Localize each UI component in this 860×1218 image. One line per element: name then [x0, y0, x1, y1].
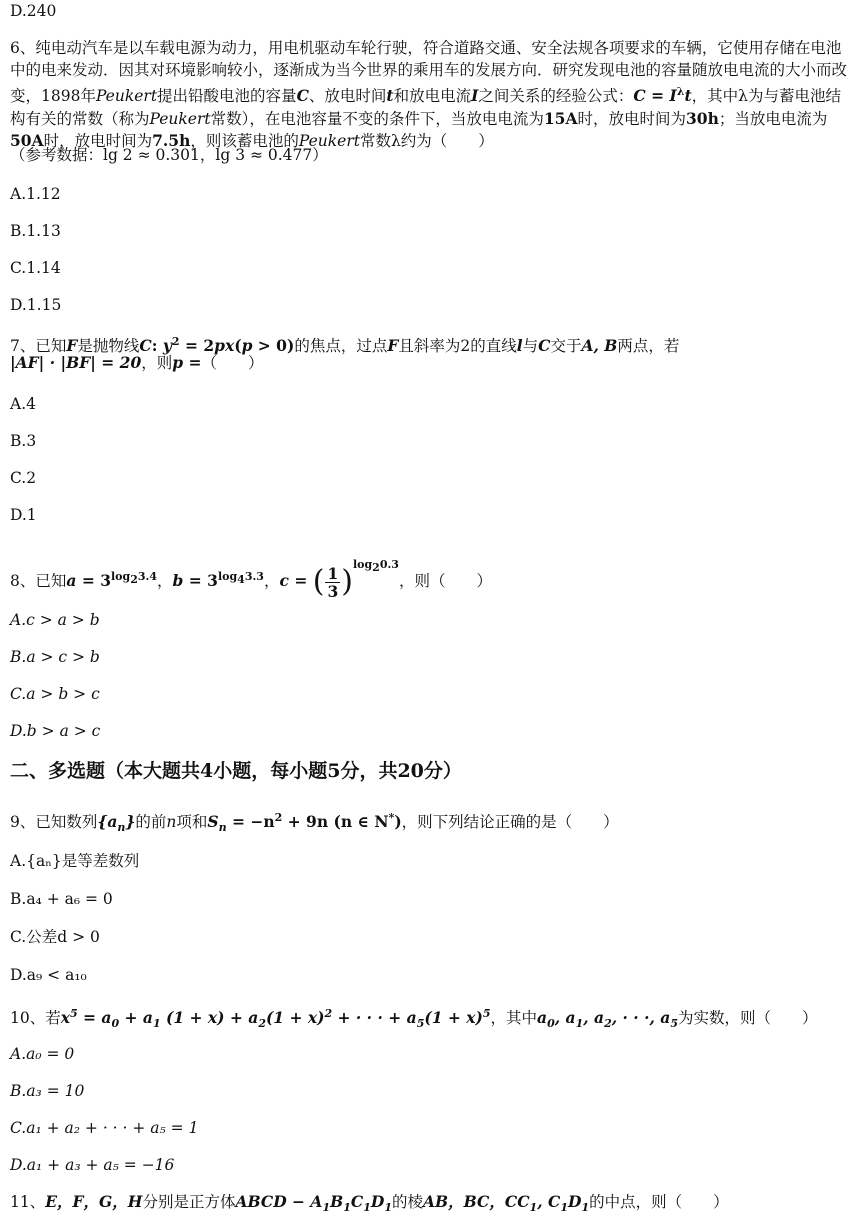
q8-option-d[interactable]: D.b > a > c	[10, 722, 101, 740]
q8-option-c[interactable]: C.a > b > c	[10, 685, 100, 703]
q10-option-b[interactable]: B.a₃ = 10	[10, 1082, 85, 1100]
q6-reference-data: （参考数据：lg 2 ≈ 0.301，lg 3 ≈ 0.477）	[10, 146, 328, 164]
q9-stem: 9、已知数列$\{a_n\}$的前n项和$S_n = -n^2 + 9n$ (n ∈ N*)，则下列结论正确的是（ ）	[10, 811, 619, 835]
q7-option-d[interactable]: D.1	[10, 506, 37, 524]
q10-stem: 10、若$x^5 = a_0 + a_1$ $(1 + x) + a_2(1 + x)^2$ + · · · + $a_5(1 + x)^5$，其中$a_0$, $a_1$, $a_2$, · · ·, $a_5$为实数，则（ ）	[10, 1007, 818, 1031]
q9-option-a[interactable]: A.{aₙ}是等差数列	[10, 852, 140, 870]
q6-option-c[interactable]: C.1.14	[10, 259, 61, 277]
q8-option-a[interactable]: A.c > a > b	[10, 611, 100, 629]
q10-option-c[interactable]: C.a₁ + a₂ + · · · + a₅ = 1	[10, 1119, 199, 1137]
q6-option-b[interactable]: B.1.13	[10, 222, 61, 240]
q9-option-d[interactable]: D.a₉ < a₁₀	[10, 966, 87, 984]
q11-stem: 11、E，F，G，H分别是正方体ABCD − $A_1B_1C_1D_1$的棱AB，BC，$CC_1$, $C_1D_1$的中点，则（ ）	[10, 1192, 729, 1215]
q7-option-b[interactable]: B.3	[10, 432, 37, 450]
q6-stem: 6、纯电动汽车是以车载电源为动力，用电机驱动车轮行驶，符合道路交通、安全法规各项要求的车辆，它使用存储在电池中的电来发动．因其对环境影响较小，逐渐成为当今世界的乘用车的发展方向．研究发现电池的容量随放电电流的大小而改变，1898年Peukert提出铅酸电池的容量C、放电时间t和放电电流I之间关系的经验公式：$C = I^\lambda t$，其中λ为与蓄电池结构有关的常数（称为Peukert常数），在电池容量不变的条件下，当放电电流为15A时，放电时间为30h；当放电电流为50A时，放电时间为7.5h，则该蓄电池的Peukert常数λ约为（ ）	[10, 39, 848, 151]
section-heading: 二、多选题（本大题共4小题，每小题5分，共20分）	[10, 760, 462, 782]
q6-option-d[interactable]: D.1.15	[10, 296, 62, 314]
q7-stem-line1: 7、已知F是抛物线C: $y^2 = 2px(p > 0)$的焦点，过点F且斜率为2的直线l与C交于A, B两点，若	[10, 335, 680, 356]
q7-stem-line2: |AF| · |BF| = 20，则p =（ ）	[10, 353, 264, 372]
q9-option-c[interactable]: C.公差d > 0	[10, 928, 100, 946]
q7-option-c[interactable]: C.2	[10, 469, 37, 487]
q8-option-b[interactable]: B.a > c > b	[10, 648, 100, 666]
q10-option-a[interactable]: A.a₀ = 0	[10, 1045, 75, 1063]
q6-option-a[interactable]: A.1.12	[10, 185, 61, 203]
one-third-fraction: $\frac{1}{3}$	[327, 563, 339, 601]
q10-option-d[interactable]: D.a₁ + a₃ + a₅ = −16	[10, 1156, 175, 1174]
q6-formula: C = I	[633, 86, 677, 106]
q5-option-d: D.240	[10, 2, 57, 20]
q9-option-b[interactable]: B.a₄ + a₆ = 0	[10, 890, 113, 908]
q7-option-a[interactable]: A.4	[10, 395, 36, 413]
q8-stem: 8、已知$a = 3^{log_23.4}$，$b = 3^{log_43.3}$，c = ( $\frac{1}{3}$ )$^{log_20.3}$，则（ ）	[10, 558, 492, 601]
